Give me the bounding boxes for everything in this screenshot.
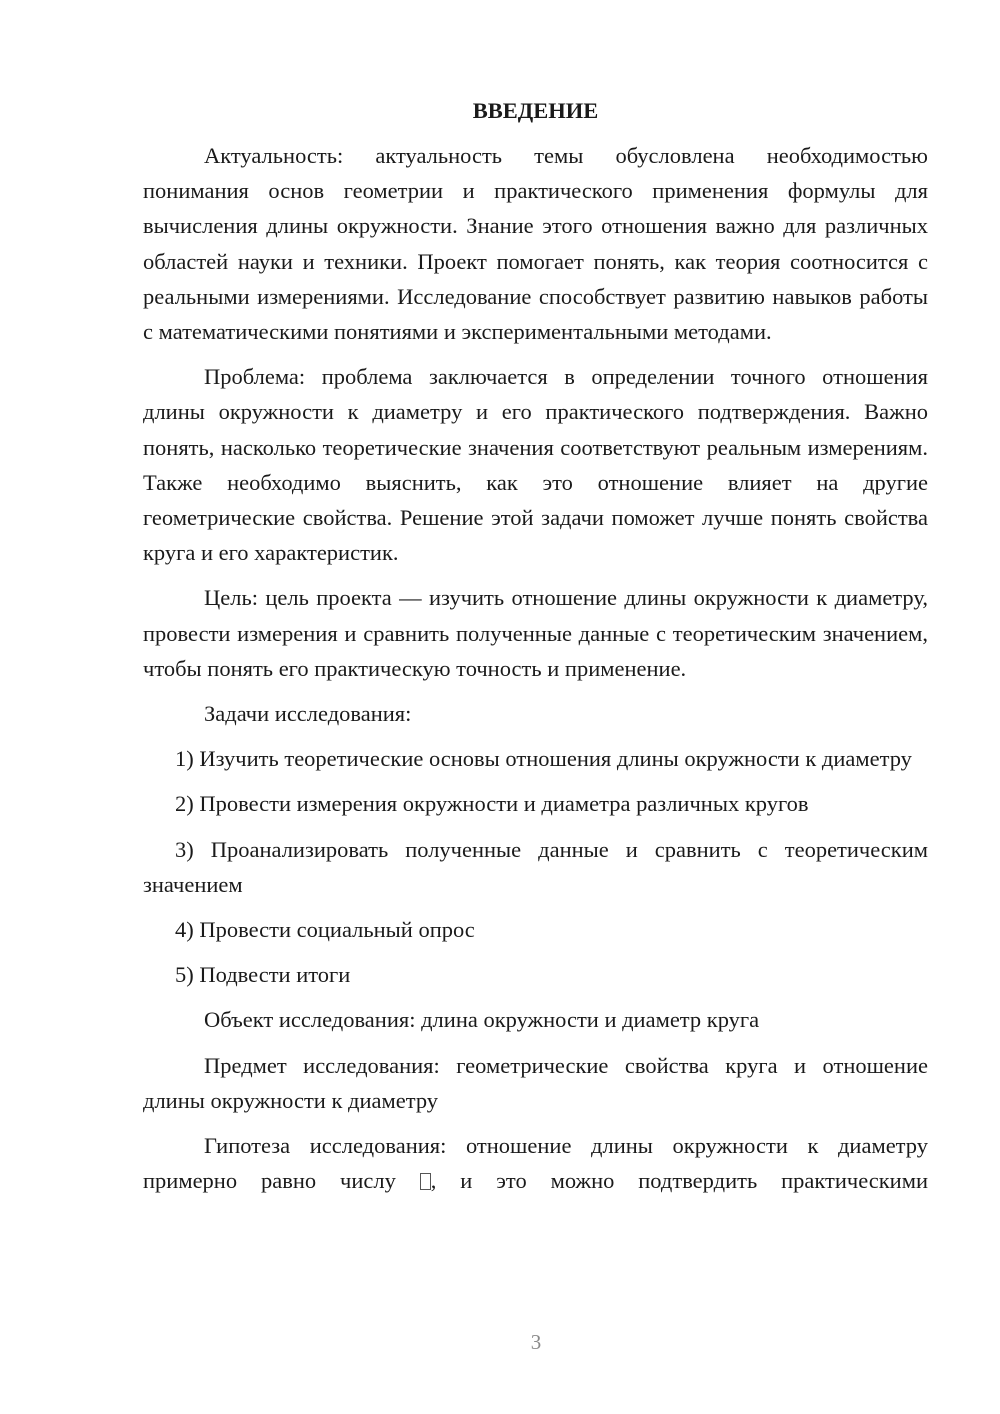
page-number: 3 [530, 1330, 542, 1354]
missing-glyph-icon [420, 1173, 431, 1190]
paragraph-goal: Цель: цель проекта — изучить отношение длины окружности к диаметру, провести измерения и сравнить полученные данные с теоретическим значением, чтобы понять его практическую точность и применение. [143, 585, 928, 681]
task-item-3: 3) Проанализировать полученные данные и сравнить с теоретическим значением [143, 836, 928, 897]
paragraph-problem: Проблема: проблема заключается в определении точного отношения длины окружности к диаметру и его практического подтверждения. Важно понять, насколько теоретические значения соответствуют реальным измерениям. Также необходимо выяснить, как это отношение влияет на другие геометрические свойства. Решение этой задачи поможет лучше понять свойства круга и его характеристик. [143, 364, 928, 566]
paragraph-object: Объект исследования: длина окружности и диаметр круга [204, 1007, 760, 1033]
task-item-4: 4) Провести социальный опрос [175, 917, 475, 943]
task-item-1: 1) Изучить теоретические основы отношения длины окружности к диаметру [175, 746, 912, 772]
task-item-5: 5) Подвести итоги [175, 962, 351, 988]
task-item-2: 2) Провести измерения окружности и диаметра различных кругов [175, 791, 809, 817]
paragraph-relevance: Актуальность: актуальность темы обусловлена необходимостью понимания основ геометрии и практического применения формулы для вычисления длины окружности. Знание этого отношения важно для различных областей науки и техники. Проект помогает понять, как теория соотносится с реальными измерениями. Исследование способствует развитию навыков работы с математическими понятиями и экспериментальными методами. [143, 143, 928, 345]
paragraph-hypothesis [143, 1128, 928, 1198]
page-title: ВВЕДЕНИЕ [472, 98, 599, 123]
tasks-heading: Задачи исследования: [204, 701, 412, 727]
hypothesis-text-end: , и это можно подтвердить практическими [430, 1168, 928, 1194]
page-content [143, 93, 928, 1208]
paragraph-subject: Предмет исследования: геометрические свойства круга и отношение длины окружности к диаметру [143, 1052, 928, 1113]
hypothesis-text-start: Гипотеза исследования: отношение длины окружности к диаметру примерно равно числу [143, 1133, 928, 1194]
